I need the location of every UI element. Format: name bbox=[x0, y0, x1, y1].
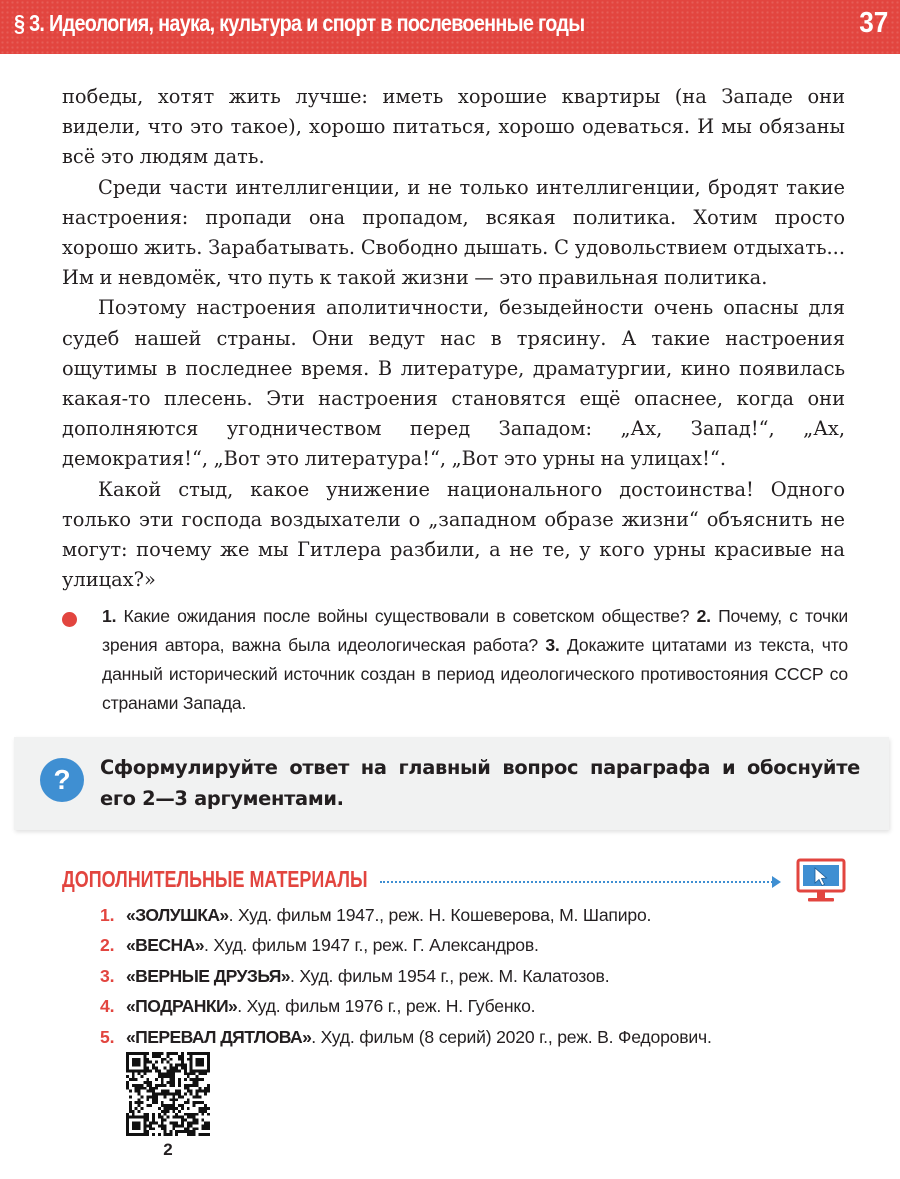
list-item bbox=[100, 900, 860, 930]
film-title: «ВЕРНЫЕ ДРУЗЬЯ» bbox=[126, 965, 290, 986]
section-title: § 3. Идеология, наука, культура и спорт в послевоенные годы bbox=[14, 10, 585, 36]
qr-code-label: 2 bbox=[163, 1140, 173, 1159]
list-item bbox=[100, 930, 860, 960]
film-details: . Худ. фильм (8 серий) 2020 г., реж. В. Федорович. bbox=[311, 1026, 712, 1047]
question-text: Докажите цитатами из текста, что данный исторический источник создан в период идеологического противостояния СССР со странами Запада. bbox=[102, 635, 848, 713]
film-title: «ПОДРАНКИ» bbox=[126, 996, 238, 1017]
question-number: 3. bbox=[545, 635, 560, 655]
list-number: 5. bbox=[100, 1026, 115, 1047]
list-number: 1. bbox=[100, 905, 115, 925]
red-bullet-icon bbox=[62, 612, 77, 627]
dotted-arrow-line bbox=[380, 881, 773, 883]
page-number: 37 bbox=[858, 7, 888, 39]
list-item bbox=[100, 991, 860, 1021]
page-header bbox=[0, 0, 900, 54]
qr-code-icon[interactable] bbox=[126, 1052, 210, 1136]
list-item bbox=[100, 1022, 860, 1052]
paragraph: победы, хотят жить лучше: иметь хорошие квартиры (на Западе они видели, что это такое), хорошо питаться, хорошо одеваться. И мы обязаны всё это людям дать. bbox=[62, 85, 845, 169]
list-number: 2. bbox=[100, 935, 115, 956]
list-item bbox=[100, 961, 860, 991]
paragraph: Какой стыд, какое унижение национального достоинства! Одного только эти господа воздыхатели о „западном образе жизни“ объяснить не могут: почему же мы Гитлера разбили, а не те, у кого урны красивые на улицах?» bbox=[62, 477, 845, 592]
main-question-text: Сформулируйте ответ на главный вопрос параграфа и обоснуйте его 2—3 аргументами. bbox=[100, 756, 860, 810]
film-list bbox=[100, 900, 860, 1052]
monitor-cursor-icon[interactable] bbox=[795, 857, 847, 905]
film-title: «ПЕРЕВАЛ ДЯТЛОВА» bbox=[126, 1026, 312, 1047]
questions-text bbox=[102, 602, 848, 718]
source-text bbox=[62, 82, 845, 595]
list-number: 3. bbox=[100, 965, 115, 986]
film-details: . Худ. фильм 1947., реж. Н. Кошеверова, М. Шапиро. bbox=[228, 905, 652, 925]
question-text: Какие ожидания после войны существовали в советском обществе? bbox=[116, 606, 697, 626]
paragraph: Поэтому настроения аполитичности, безыдейности очень опасны для судеб нашей страны. Они ведут нас в трясину. А такие настроения ощутимы в последнее время. В литературе, драматургии, кино появилась какая-то плесень. Эти настроения становятся ещё опаснее, когда они дополняются угодничеством перед Западом: „Ах, Запад!“, „Ах, демократия!“, „Вот это литература!“, „Вот это урны на улицах!“. bbox=[62, 296, 845, 471]
film-details: . Худ. фильм 1954 г., реж. М. Калатозов. bbox=[289, 965, 610, 986]
question-text: Почему, с точки зрения автора, важна была идеологическая работа? bbox=[102, 606, 848, 655]
film-title: «ЗОЛУШКА» bbox=[126, 905, 229, 925]
additional-materials-title: ДОПОЛНИТЕЛЬНЫЕ МАТЕРИАЛЫ bbox=[62, 866, 368, 892]
main-question-box bbox=[14, 737, 889, 830]
film-details: . Худ. фильм 1976 г., реж. Н. Губенко. bbox=[237, 996, 536, 1017]
question-number: 1. bbox=[102, 606, 117, 626]
source-questions bbox=[62, 602, 848, 718]
film-title: «ВЕСНА» bbox=[126, 935, 204, 956]
film-details: . Худ. фильм 1947 г., реж. Г. Александров. bbox=[203, 935, 539, 956]
arrow-right-icon bbox=[772, 876, 781, 888]
list-number: 4. bbox=[100, 996, 115, 1017]
paragraph: Среди части интеллигенции, и не только интеллигенции, бродят такие настроения: пропади она пропадом, всякая политика. Хотим просто хорошо жить. Зарабатывать. Свободно дышать. С удовольствием отдыхать... Им и невдомёк, что путь к такой жизни — это правильная политика. bbox=[62, 175, 845, 290]
question-number: 2. bbox=[696, 606, 711, 626]
question-mark-icon: ? bbox=[40, 758, 84, 802]
